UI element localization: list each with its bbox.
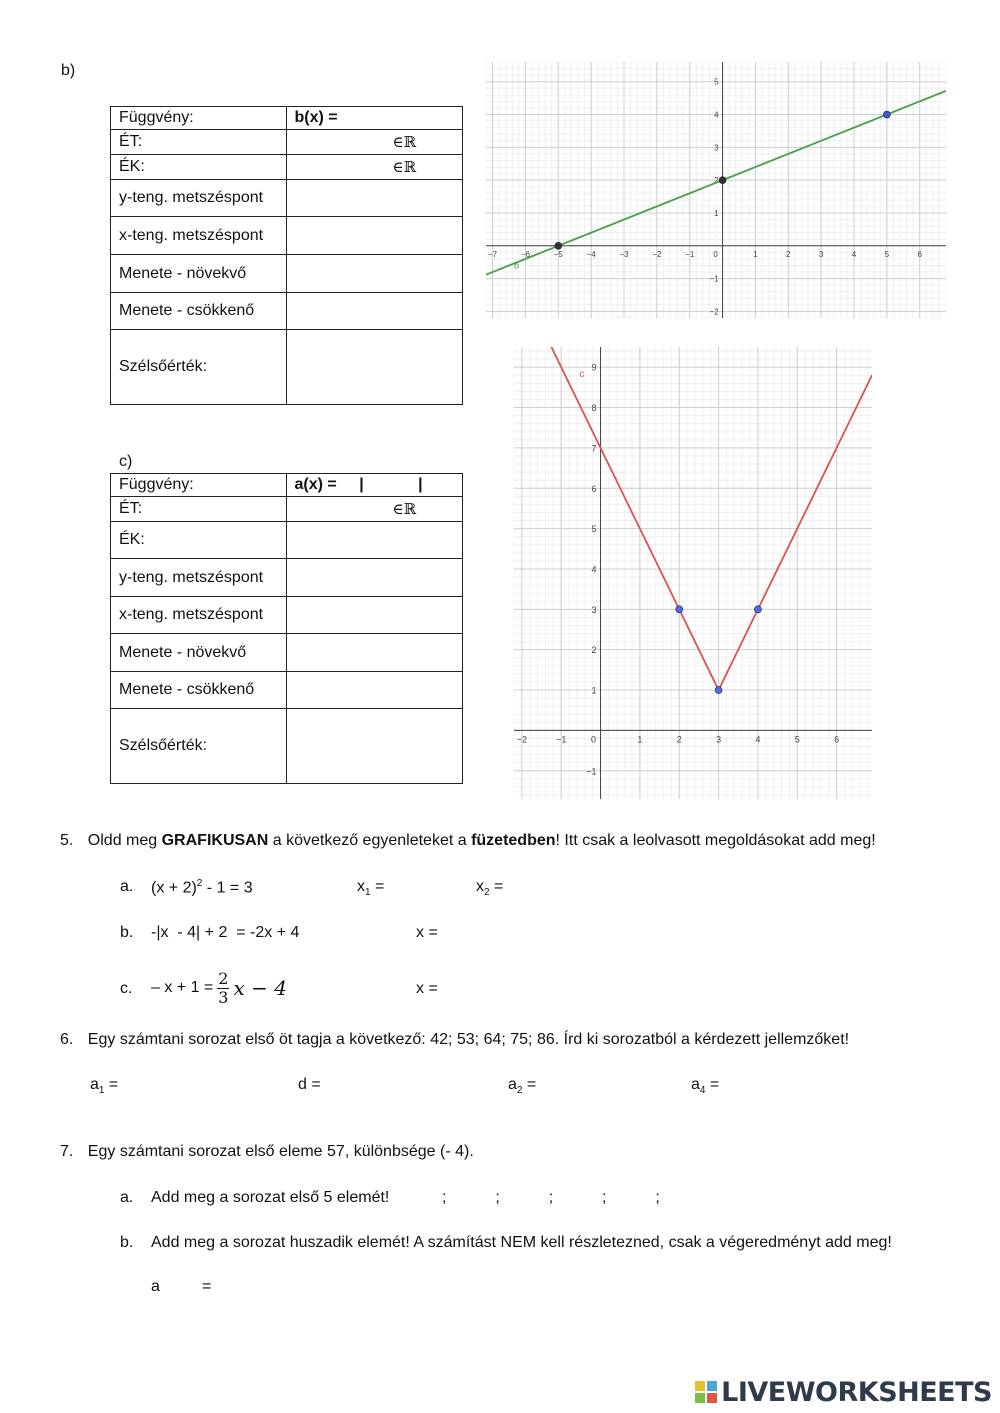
x-tick-label: 3: [716, 734, 722, 745]
x-tick-label: 6: [917, 249, 922, 259]
logo-mark: [695, 1381, 717, 1403]
task-5b-equation: -|x - 4| + 2 = -2x + 4: [151, 924, 300, 941]
y-tick-label: −2: [709, 307, 719, 317]
row-label-y-intercept: y-teng. metszéspont: [111, 180, 287, 217]
eq: =: [489, 878, 504, 895]
task-5c-equation: [151, 965, 287, 1011]
y-tick-label: 9: [591, 362, 597, 373]
subscript: 4: [699, 1085, 706, 1097]
equation-part: - 1 = 3: [202, 879, 253, 897]
x-tick-label: −5: [553, 249, 563, 259]
absolute-value-function-graph: [514, 347, 872, 799]
sequence-answer-slots[interactable]: ; ; ; ; ;: [442, 1189, 660, 1206]
row-label-domain: ÉT:: [111, 130, 287, 155]
task-5b-letter: b.: [120, 924, 134, 941]
in-reals-symbol: ∈ℝ: [392, 157, 417, 176]
x-tick-label: 5: [884, 249, 890, 259]
increasing-input[interactable]: [286, 255, 462, 293]
row-label-domain: ÉT:: [111, 497, 287, 522]
row-label-decreasing: Menete - csökkenő: [111, 293, 287, 330]
x-tick-label: 1: [753, 249, 758, 259]
y-tick-label: 6: [591, 483, 597, 494]
linear-function-graph: [486, 62, 946, 318]
data-point: [719, 177, 726, 184]
answer-a1[interactable]: [90, 1076, 118, 1096]
logo-square: [707, 1393, 717, 1403]
data-point: [676, 606, 683, 613]
row-label-extremum: Szélsőérték:: [111, 330, 287, 405]
x-tick-label: 2: [786, 249, 791, 259]
subscript: 2: [516, 1085, 523, 1097]
x-tick-label: 2: [676, 734, 682, 745]
eq: =: [104, 1076, 119, 1093]
x-tick-label: −3: [619, 249, 629, 259]
y-tick-label: 2: [714, 176, 719, 186]
eq: =: [370, 878, 385, 895]
row-label-decreasing: Menete - csökkenő: [111, 672, 287, 709]
logo-text: LIVEWORKSHEETS: [721, 1376, 992, 1408]
y-intercept-input[interactable]: [286, 559, 462, 597]
x-tick-label: 5: [794, 734, 800, 745]
x-tick-label: 4: [755, 734, 761, 745]
y-tick-label: 8: [591, 403, 597, 414]
eq: =: [705, 1076, 720, 1093]
y-tick-label: 4: [591, 564, 597, 575]
x-intercept-input[interactable]: [286, 217, 462, 255]
function-value-cell[interactable]: [286, 474, 462, 497]
abs-bar-right: |: [418, 476, 423, 493]
equation-part: (x + 2): [151, 879, 197, 897]
y-tick-label: 3: [591, 604, 597, 615]
var: a: [508, 1076, 517, 1093]
x-tick-label: 0: [713, 249, 718, 259]
x-tick-label: −6: [520, 249, 530, 259]
row-label-x-intercept: x-teng. metszéspont: [111, 597, 287, 634]
task-5-prompt: [60, 832, 876, 850]
task-7b-letter: b.: [120, 1234, 134, 1251]
x-tick-label: −1: [556, 734, 567, 745]
decreasing-input[interactable]: [286, 672, 462, 709]
x-tick-label: 1: [637, 734, 643, 745]
answer-x2[interactable]: [476, 878, 503, 898]
section-b-label: b): [61, 62, 76, 79]
var: x: [476, 878, 484, 895]
logo-square: [695, 1393, 705, 1403]
var: x: [357, 878, 365, 895]
y-tick-label: 5: [591, 524, 597, 535]
function-prefix: a(x) =: [294, 476, 337, 493]
task-5c-letter: c.: [120, 980, 133, 997]
task-7a-text: Add meg a sorozat első 5 elemét!: [151, 1189, 390, 1206]
task-emphasis: füzetedben: [471, 832, 556, 849]
increasing-input[interactable]: [286, 634, 462, 672]
equation-part: x − 4: [233, 976, 287, 1000]
row-label-range: ÉK:: [111, 522, 287, 559]
range-input[interactable]: [286, 522, 462, 559]
function-table-b: [110, 106, 463, 405]
x-tick-label: −2: [516, 734, 528, 745]
x-tick-label: −4: [586, 249, 596, 259]
x-tick-label: −2: [652, 249, 662, 259]
task-7-prompt: [60, 1143, 474, 1161]
var: a: [691, 1076, 700, 1093]
exponent: 2: [196, 878, 203, 889]
answer-x-5c[interactable]: x =: [416, 980, 438, 997]
x-tick-label: 6: [834, 734, 840, 745]
subscript: 2: [484, 887, 490, 899]
task-5a-letter: a.: [120, 878, 134, 895]
y-tick-label: 2: [591, 645, 597, 656]
row-label-increasing: Menete - növekvő: [111, 255, 287, 293]
data-point: [715, 687, 722, 694]
row-label-function: Függvény:: [111, 474, 287, 497]
task-emphasis: GRAFIKUSAN: [161, 832, 269, 849]
answer-d[interactable]: d =: [298, 1076, 321, 1093]
answer-a4[interactable]: [691, 1076, 719, 1096]
task-number: 6.: [60, 1031, 74, 1048]
equation-part: – x + 1 =: [151, 979, 214, 996]
answer-a2[interactable]: [508, 1076, 536, 1096]
function-line: [551, 347, 872, 690]
task-number: 5.: [60, 832, 74, 849]
row-label-increasing: Menete - növekvő: [111, 634, 287, 672]
task-number: 7.: [60, 1143, 74, 1160]
function-table-c: [110, 473, 463, 784]
domain-input[interactable]: [286, 497, 462, 522]
x-tick-label: 3: [818, 249, 824, 259]
liveworksheets-logo: [695, 1374, 992, 1410]
denominator: 3: [218, 987, 229, 1007]
x-tick-label: −1: [685, 249, 695, 259]
y-tick-label: −1: [586, 766, 597, 777]
data-point: [883, 111, 890, 118]
y-tick-label: −1: [709, 274, 719, 284]
extremum-input[interactable]: [286, 330, 462, 405]
task-text: Egy számtani sorozat első eleme 57, különbsége (- 4).: [87, 1143, 474, 1160]
subscript: 1: [98, 1085, 105, 1097]
function-value-cell[interactable]: b(x) =: [286, 107, 462, 130]
in-reals-symbol: ∈ℝ: [392, 499, 417, 518]
x-tick-label: 4: [851, 249, 857, 259]
fraction: [217, 970, 229, 1007]
domain-input[interactable]: [286, 130, 462, 155]
row-label-range: ÉK:: [111, 155, 287, 180]
y-intercept-input[interactable]: [286, 180, 462, 217]
row-label-extremum: Szélsőérték:: [111, 709, 287, 784]
eq: =: [522, 1076, 537, 1093]
task-6-prompt: [60, 1031, 849, 1049]
subscript: 1: [365, 887, 371, 899]
row-label-y-intercept: y-teng. metszéspont: [111, 559, 287, 597]
series-label: b: [514, 260, 520, 271]
x-tick-label: 0: [591, 734, 597, 745]
y-tick-label: 5: [714, 77, 719, 87]
x-tick-label: −7: [488, 249, 498, 259]
task-text: ! Itt csak a leolvasott megoldásokat add meg!: [555, 832, 876, 849]
answer-a20-label: a: [151, 1278, 160, 1295]
y-tick-label: 4: [714, 110, 719, 120]
section-c-label: c): [119, 453, 133, 470]
extremum-input[interactable]: [286, 709, 462, 784]
y-tick-label: 1: [591, 685, 597, 696]
numerator: 2: [218, 968, 229, 988]
x-intercept-input[interactable]: [286, 597, 462, 634]
data-point: [555, 242, 562, 249]
task-7b-text: Add meg a sorozat huszadik elemét! A számítást NEM kell részletezned, csak a végeredményt add meg!: [151, 1234, 892, 1251]
decreasing-input[interactable]: [286, 293, 462, 330]
in-reals-symbol: ∈ℝ: [392, 132, 417, 151]
range-input[interactable]: [286, 155, 462, 180]
answer-a20-input[interactable]: =: [202, 1278, 212, 1295]
row-label-x-intercept: x-teng. metszéspont: [111, 217, 287, 255]
logo-square: [695, 1381, 705, 1391]
task-text: a következő egyenleteket a: [268, 832, 472, 849]
answer-x-5b[interactable]: x =: [416, 924, 438, 941]
task-7a-letter: a.: [120, 1189, 134, 1206]
abs-bar-left: |: [359, 476, 364, 493]
task-text: Egy számtani sorozat első öt tagja a következő: 42; 53; 64; 75; 86. Írd ki sorozatból a kérdezett jellemzőket!: [87, 1031, 850, 1048]
series-label: c: [579, 369, 585, 380]
task-text: Oldd meg: [87, 832, 162, 849]
var: a: [90, 1076, 99, 1093]
y-tick-label: 1: [714, 208, 719, 218]
y-tick-label: 3: [714, 143, 719, 153]
row-label-function: Függvény:: [111, 107, 287, 130]
task-5a-equation: [151, 878, 253, 897]
y-tick-label: 7: [591, 443, 597, 454]
answer-x1[interactable]: [357, 878, 384, 898]
data-point: [754, 606, 761, 613]
logo-square: [707, 1381, 717, 1391]
